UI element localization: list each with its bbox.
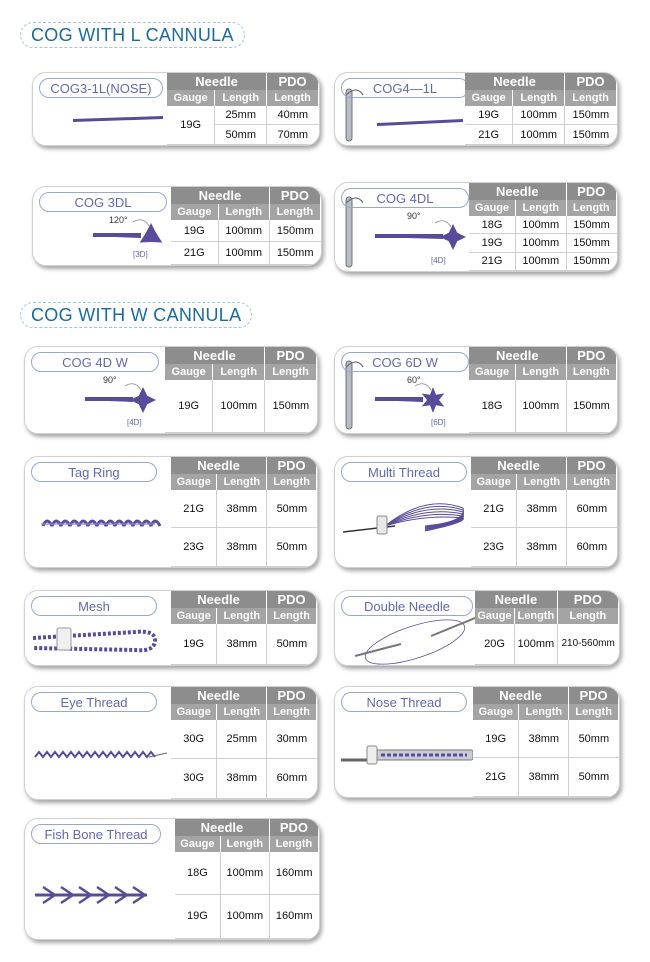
pdo-length-header: Length bbox=[565, 90, 617, 106]
length-cell: 25mm bbox=[215, 106, 267, 125]
length-header: Length bbox=[519, 704, 569, 720]
length-header: Length bbox=[516, 364, 566, 380]
gauge-cell: 19G bbox=[465, 106, 513, 125]
gauge-cell: 19G bbox=[175, 894, 220, 938]
spec-table bbox=[469, 347, 617, 433]
table-row bbox=[171, 624, 317, 665]
gauge-header: Gauge bbox=[471, 474, 517, 490]
spec-table bbox=[171, 591, 317, 665]
length-header: Length bbox=[217, 608, 267, 624]
pdo-cell: 150mm bbox=[566, 234, 616, 252]
pdo-cell: 150mm bbox=[565, 125, 617, 145]
gauge-cell: 19G bbox=[171, 220, 218, 242]
length-header: Length bbox=[217, 474, 267, 490]
table-row bbox=[469, 234, 617, 252]
length-cell: 100mm bbox=[218, 220, 269, 242]
needle-header: Needle bbox=[475, 591, 557, 608]
product-name: COG3-1L(NOSE) bbox=[39, 78, 163, 98]
pdo-length-header: Length bbox=[267, 474, 317, 490]
table-row bbox=[175, 894, 319, 938]
pdo-cell: 150mm bbox=[265, 380, 317, 433]
length-header: Length bbox=[218, 204, 269, 220]
product-card bbox=[334, 590, 620, 666]
product-card bbox=[24, 346, 318, 434]
needle-header: Needle bbox=[171, 187, 269, 204]
needle-header: Needle bbox=[165, 347, 265, 364]
needle-header: Needle bbox=[171, 687, 267, 704]
gauge-header: Gauge bbox=[469, 200, 516, 216]
spec-table bbox=[175, 819, 319, 939]
pdo-cell: 60mm bbox=[267, 758, 317, 798]
length-cell: 38mm bbox=[217, 758, 267, 798]
length-cell: 100mm bbox=[513, 125, 565, 145]
pdo-header: PDO bbox=[267, 73, 319, 90]
product-name: COG4—1L bbox=[341, 78, 469, 98]
table-row bbox=[473, 758, 619, 797]
pdo-header: PDO bbox=[267, 591, 317, 608]
table-row bbox=[465, 106, 617, 125]
table-row bbox=[469, 252, 617, 270]
pdo-cell: 60mm bbox=[567, 490, 617, 528]
pdo-header: PDO bbox=[569, 687, 619, 704]
length-cell: 100mm bbox=[516, 234, 566, 252]
gauge-header: Gauge bbox=[465, 90, 513, 106]
pdo-cell: 30mm bbox=[267, 720, 317, 758]
angle-label: 90° bbox=[103, 375, 117, 385]
table-row bbox=[471, 528, 617, 567]
pdo-cell: 70mm bbox=[267, 125, 319, 145]
needle-header: Needle bbox=[175, 819, 269, 836]
pdo-cell: 150mm bbox=[269, 220, 320, 242]
gauge-cell: 21G bbox=[469, 252, 516, 270]
pdo-cell: 150mm bbox=[566, 252, 616, 270]
needle-header: Needle bbox=[167, 73, 267, 90]
pdo-length-header: Length bbox=[265, 364, 317, 380]
gauge-cell: 21G bbox=[473, 758, 519, 797]
gauge-cell: 21G bbox=[465, 125, 513, 145]
pdo-length-header: Length bbox=[566, 364, 616, 380]
length-cell: 38mm bbox=[517, 490, 567, 528]
length-cell: 100mm bbox=[516, 252, 566, 270]
spec-table bbox=[165, 347, 317, 433]
gauge-header: Gauge bbox=[165, 364, 213, 380]
table-row bbox=[175, 852, 319, 894]
section-title-cog-l: COG WITH L CANNULA bbox=[20, 22, 245, 48]
product-name: Double Needle bbox=[341, 596, 473, 616]
pdo-cell: 50mm bbox=[267, 624, 317, 665]
dimension-code: [3D] bbox=[133, 250, 148, 259]
product-card bbox=[24, 818, 320, 940]
gauge-cell: 23G bbox=[171, 528, 217, 567]
product-name: COG 6D W bbox=[341, 352, 469, 372]
pdo-header: PDO bbox=[557, 591, 618, 608]
table-row bbox=[171, 720, 317, 758]
pdo-cell: 40mm bbox=[267, 106, 319, 125]
needle-header: Needle bbox=[465, 73, 565, 90]
table-row bbox=[469, 380, 617, 433]
gauge-cell: 20G bbox=[475, 624, 514, 665]
length-cell: 38mm bbox=[519, 720, 569, 758]
product-name: COG 4D W bbox=[31, 352, 159, 372]
gauge-cell: 18G bbox=[469, 216, 516, 234]
needle-header: Needle bbox=[469, 347, 566, 364]
table-row bbox=[473, 720, 619, 758]
length-cell: 100mm bbox=[516, 216, 566, 234]
gauge-header: Gauge bbox=[475, 608, 514, 624]
gauge-header: Gauge bbox=[473, 704, 519, 720]
gauge-header: Gauge bbox=[171, 704, 217, 720]
pdo-cell: 150mm bbox=[566, 216, 616, 234]
product-name: Nose Thread bbox=[341, 692, 467, 712]
product-card bbox=[24, 456, 318, 568]
table-row bbox=[165, 380, 317, 433]
pdo-cell: 150mm bbox=[269, 242, 320, 265]
pdo-cell: 50mm bbox=[267, 490, 317, 528]
length-cell: 100mm bbox=[220, 894, 269, 938]
length-header: Length bbox=[213, 364, 265, 380]
spec-table bbox=[475, 591, 619, 665]
angle-label: 120° bbox=[109, 215, 128, 225]
gauge-header: Gauge bbox=[469, 364, 516, 380]
length-header: Length bbox=[220, 836, 269, 852]
product-name: Fish Bone Thread bbox=[31, 824, 161, 844]
gauge-cell: 21G bbox=[171, 242, 218, 265]
length-header: Length bbox=[513, 90, 565, 106]
length-cell: 25mm bbox=[217, 720, 267, 758]
pdo-cell: 50mm bbox=[569, 720, 619, 758]
pdo-cell: 60mm bbox=[567, 528, 617, 567]
pdo-cell: 50mm bbox=[267, 528, 317, 567]
product-card bbox=[334, 346, 618, 434]
length-cell: 100mm bbox=[218, 242, 269, 265]
needle-header: Needle bbox=[469, 183, 566, 200]
length-cell: 38mm bbox=[217, 528, 267, 567]
pdo-length-header: Length bbox=[267, 90, 319, 106]
needle-header: Needle bbox=[471, 457, 567, 474]
spec-table bbox=[465, 73, 617, 145]
pdo-header: PDO bbox=[269, 819, 318, 836]
dimension-code: [4D] bbox=[431, 256, 446, 265]
length-cell: 100mm bbox=[514, 624, 557, 665]
product-card bbox=[334, 72, 618, 146]
gauge-cell: 19G bbox=[469, 234, 516, 252]
gauge-cell: 19G bbox=[171, 624, 217, 665]
table-row bbox=[171, 758, 317, 798]
gauge-cell: 19G bbox=[165, 380, 213, 433]
table-row bbox=[171, 220, 321, 242]
angle-label: 90° bbox=[407, 211, 421, 221]
gauge-cell: 21G bbox=[171, 490, 217, 528]
pdo-length-header: Length bbox=[267, 704, 317, 720]
dimension-code: [6D] bbox=[431, 418, 446, 427]
pdo-cell: 160mm bbox=[269, 894, 318, 938]
needle-header: Needle bbox=[473, 687, 569, 704]
pdo-header: PDO bbox=[267, 687, 317, 704]
spec-table bbox=[171, 687, 317, 799]
pdo-header: PDO bbox=[269, 187, 320, 204]
product-name: Multi Thread bbox=[341, 462, 467, 482]
product-card bbox=[24, 686, 318, 800]
gauge-cell: 19G bbox=[167, 106, 215, 145]
pdo-length-header: Length bbox=[569, 704, 619, 720]
length-cell: 38mm bbox=[517, 528, 567, 567]
gauge-cell: 18G bbox=[469, 380, 516, 433]
product-card bbox=[32, 72, 320, 146]
gauge-header: Gauge bbox=[175, 836, 220, 852]
table-row bbox=[171, 490, 317, 528]
pdo-cell: 160mm bbox=[269, 852, 318, 894]
gauge-cell: 30G bbox=[171, 720, 217, 758]
pdo-header: PDO bbox=[265, 347, 317, 364]
dimension-code: [4D] bbox=[127, 418, 142, 427]
length-cell: 50mm bbox=[215, 125, 267, 145]
pdo-header: PDO bbox=[565, 73, 617, 90]
gauge-cell: 30G bbox=[171, 758, 217, 798]
needle-header: Needle bbox=[171, 457, 267, 474]
pdo-length-header: Length bbox=[267, 608, 317, 624]
spec-table bbox=[171, 187, 321, 265]
table-row bbox=[469, 216, 617, 234]
length-header: Length bbox=[516, 200, 566, 216]
length-header: Length bbox=[215, 90, 267, 106]
spec-table bbox=[171, 457, 317, 567]
product-name: Tag Ring bbox=[31, 462, 157, 482]
pdo-length-header: Length bbox=[567, 474, 617, 490]
length-cell: 38mm bbox=[217, 490, 267, 528]
pdo-header: PDO bbox=[267, 457, 317, 474]
table-row bbox=[465, 125, 617, 145]
table-row bbox=[171, 528, 317, 567]
length-cell: 100mm bbox=[220, 852, 269, 894]
needle-header: Needle bbox=[171, 591, 267, 608]
product-card bbox=[334, 182, 618, 272]
length-header: Length bbox=[514, 608, 557, 624]
gauge-cell: 19G bbox=[473, 720, 519, 758]
pdo-length-header: Length bbox=[269, 836, 318, 852]
pdo-cell: 150mm bbox=[566, 380, 616, 433]
table-row bbox=[171, 242, 321, 265]
gauge-header: Gauge bbox=[171, 474, 217, 490]
section-title-cog-w: COG WITH W CANNULA bbox=[20, 302, 252, 328]
table-row bbox=[167, 106, 319, 125]
pdo-header: PDO bbox=[567, 457, 617, 474]
product-name: Eye Thread bbox=[31, 692, 157, 712]
product-card bbox=[24, 590, 318, 666]
pdo-cell: 50mm bbox=[569, 758, 619, 797]
table-row bbox=[475, 624, 619, 665]
spec-table bbox=[471, 457, 617, 567]
product-name: Mesh bbox=[31, 596, 157, 616]
pdo-length-header: Length bbox=[269, 204, 320, 220]
pdo-cell: 150mm bbox=[565, 106, 617, 125]
length-cell: 38mm bbox=[217, 624, 267, 665]
gauge-cell: 18G bbox=[175, 852, 220, 894]
table-row bbox=[471, 490, 617, 528]
length-cell: 38mm bbox=[519, 758, 569, 797]
length-cell: 100mm bbox=[213, 380, 265, 433]
length-cell: 100mm bbox=[516, 380, 566, 433]
spec-table bbox=[473, 687, 619, 797]
product-card bbox=[32, 186, 322, 266]
pdo-cell: 210-560mm bbox=[557, 624, 618, 665]
gauge-cell: 21G bbox=[471, 490, 517, 528]
length-header: Length bbox=[217, 704, 267, 720]
gauge-header: Gauge bbox=[167, 90, 215, 106]
product-card bbox=[334, 456, 618, 568]
gauge-header: Gauge bbox=[171, 204, 218, 220]
pdo-header: PDO bbox=[566, 183, 616, 200]
pdo-length-header: Length bbox=[566, 200, 616, 216]
gauge-header: Gauge bbox=[171, 608, 217, 624]
product-card bbox=[334, 686, 620, 798]
length-header: Length bbox=[517, 474, 567, 490]
spec-table bbox=[167, 73, 319, 145]
product-name: COG 3DL bbox=[39, 192, 167, 212]
length-cell: 100mm bbox=[513, 106, 565, 125]
pdo-header: PDO bbox=[566, 347, 616, 364]
spec-table bbox=[469, 183, 617, 271]
pdo-length-header: Length bbox=[557, 608, 618, 624]
product-name: COG 4DL bbox=[341, 188, 469, 208]
gauge-cell: 23G bbox=[471, 528, 517, 567]
angle-label: 60° bbox=[407, 375, 421, 385]
